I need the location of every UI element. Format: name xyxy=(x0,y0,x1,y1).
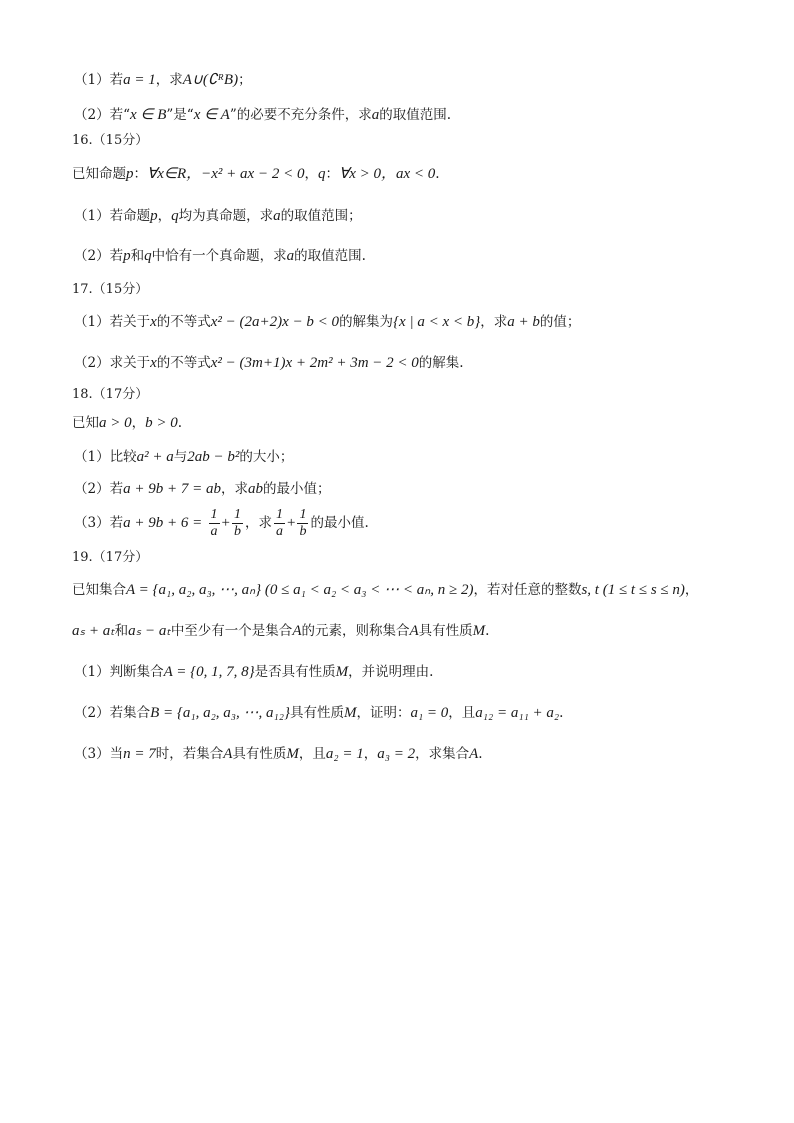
math: a > 0 xyxy=(99,415,132,431)
numerator: 1 xyxy=(275,507,283,522)
fraction-1-over-b xyxy=(232,507,243,540)
q16-part1 xyxy=(74,206,362,226)
q17-part1 xyxy=(74,312,580,332)
math: M xyxy=(472,623,486,639)
text: ，若对任意的整数 xyxy=(473,582,582,598)
math: x ∈ B xyxy=(130,107,167,123)
math: {x | a < x < b} xyxy=(393,314,481,330)
text: 中恰有一个真命题，求 xyxy=(151,248,287,264)
text: （2）求关于 xyxy=(74,355,151,371)
text: 的元素，则称集合 xyxy=(301,623,410,639)
text: 的取值范围； xyxy=(280,208,362,224)
q19-part2 xyxy=(74,703,563,723)
text: 的大小； xyxy=(239,449,294,465)
text: （2）若 xyxy=(74,248,124,264)
math: q xyxy=(171,208,179,224)
math: n = 7 xyxy=(123,746,156,762)
math: A xyxy=(223,746,233,762)
text: 与 xyxy=(173,449,188,465)
math: b > 0 xyxy=(145,415,178,431)
text: （1）若命题 xyxy=(74,208,151,224)
math: a xyxy=(286,248,295,264)
math: B = {a₁, a₂, a₃, ⋯, a₁₂} xyxy=(150,705,290,721)
denominator: a xyxy=(210,524,218,539)
math: x xyxy=(150,355,157,371)
text: ，且 xyxy=(298,746,326,762)
math: x² − (2a+2)x − b < 0 xyxy=(210,314,340,330)
math: aₛ − aₜ xyxy=(128,623,171,639)
text: ， xyxy=(304,166,318,182)
math: a + b xyxy=(507,314,540,330)
math: x ∈ A xyxy=(193,107,230,123)
q16-stem xyxy=(72,164,440,184)
q15-part1 xyxy=(74,70,252,90)
text: ，并说明理由. xyxy=(348,664,434,680)
q18-part2 xyxy=(74,479,330,499)
fraction-1-over-b xyxy=(297,507,308,540)
math: s, t (1 ≤ t ≤ s ≤ n) xyxy=(581,582,685,598)
text: 和 xyxy=(114,623,129,639)
text: （1）若关于 xyxy=(74,314,151,330)
text: 的解集为 xyxy=(339,314,394,330)
fraction-1-over-a xyxy=(209,507,220,540)
math: a² + a xyxy=(136,449,174,465)
math: q xyxy=(144,248,152,264)
text: . xyxy=(177,415,183,431)
math: a + 9b + 7 = ab xyxy=(123,481,221,497)
numerator: 1 xyxy=(210,507,218,522)
text: （2）若 xyxy=(74,481,124,497)
plus-sign: + xyxy=(286,515,296,531)
math: a xyxy=(371,107,380,123)
text: . xyxy=(559,705,564,721)
math: a₁ = 0 xyxy=(410,705,449,721)
text: ： xyxy=(133,166,147,182)
math: a₂ = 1 xyxy=(325,746,364,762)
math: ∀x∈R，−x² + ax − 2 < 0 xyxy=(147,166,305,182)
q18-part3 xyxy=(74,505,369,541)
text: （1）比较 xyxy=(74,449,137,465)
math: x xyxy=(150,314,157,330)
text: ： xyxy=(325,166,339,182)
text: 和 xyxy=(130,248,145,264)
text: ， xyxy=(131,415,146,431)
q19-heading: 19.（17分） xyxy=(72,550,149,565)
q18-part1 xyxy=(74,447,293,467)
text: 的值； xyxy=(539,314,581,330)
math: A xyxy=(469,746,479,762)
text: 的不等式 xyxy=(156,314,211,330)
text: ”是“ xyxy=(166,107,194,123)
math: A xyxy=(409,623,419,639)
text: 的解集. xyxy=(418,355,464,371)
text: 均为真命题，求 xyxy=(178,208,274,224)
math: 2ab − b² xyxy=(187,449,240,465)
text: . xyxy=(485,623,490,639)
text: ，且 xyxy=(448,705,476,721)
math: ab xyxy=(247,481,263,497)
text: 时，若集合 xyxy=(155,746,224,762)
text: ； xyxy=(238,72,252,88)
math: a₃ = 2 xyxy=(377,746,416,762)
text: ，求 xyxy=(220,481,248,497)
text: ，求集合 xyxy=(415,746,470,762)
math: q xyxy=(317,166,326,182)
text: （3）当 xyxy=(74,746,124,762)
text: 的不等式 xyxy=(156,355,211,371)
math: x² − (3m+1)x + 2m² + 3m − 2 < 0 xyxy=(210,355,419,371)
text: 的最小值. xyxy=(310,515,369,531)
text: . xyxy=(478,746,483,762)
text: 已知 xyxy=(72,415,99,431)
math: p xyxy=(123,248,131,264)
denominator: b xyxy=(299,524,307,539)
denominator: a xyxy=(275,524,283,539)
q19-part1 xyxy=(74,662,433,682)
math: a₁₂ = a₁₁ + a₂ xyxy=(475,705,560,721)
plus-sign: + xyxy=(221,515,230,531)
text: 具有性质 xyxy=(418,623,473,639)
text: ， xyxy=(157,208,172,224)
math: A = {0, 1, 7, 8} xyxy=(163,664,255,680)
math: a + 9b + 6 = xyxy=(123,515,203,531)
math: p xyxy=(126,166,134,182)
math: ∀x > 0，ax < 0 xyxy=(338,166,436,182)
math: A = {a₁, a₂, a₃, ⋯, aₙ} (0 ≤ a₁ < a₂ < a₃ < ⋯ < aₙ, n ≥ 2) xyxy=(126,582,474,598)
text: 中至少有一个是集合 xyxy=(170,623,293,639)
text: （3）若 xyxy=(74,515,124,531)
text: 已知命题 xyxy=(72,166,126,182)
math: p xyxy=(150,208,158,224)
math: aₛ + aₜ xyxy=(72,623,115,639)
text: 的取值范围. xyxy=(379,107,452,123)
numerator: 1 xyxy=(233,507,241,522)
q19-stem-line2 xyxy=(72,621,489,641)
fraction-1-over-a xyxy=(274,507,285,540)
q17-heading: 17.（15分） xyxy=(72,282,149,297)
q16-part2 xyxy=(74,246,366,266)
text: ， xyxy=(363,746,378,762)
math: A∪(∁ᴿB) xyxy=(182,72,239,88)
denominator: b xyxy=(233,524,241,539)
math: a xyxy=(273,208,281,224)
math: M xyxy=(335,664,349,680)
text: （1）若 xyxy=(74,72,124,88)
math: M xyxy=(343,705,357,721)
text: 是否具有性质 xyxy=(254,664,336,680)
text: ”的必要不充分条件，求 xyxy=(229,107,372,123)
q16-heading: 16.（15分） xyxy=(72,133,149,148)
math: M xyxy=(286,746,299,762)
text: 的最小值； xyxy=(262,481,331,497)
text: ，求 xyxy=(244,515,272,531)
text: （2）若集合 xyxy=(74,705,151,721)
text: 已知集合 xyxy=(72,582,126,598)
text: （1）判断集合 xyxy=(74,664,164,680)
text: 的取值范围. xyxy=(294,248,366,264)
text: . xyxy=(435,166,440,182)
numerator: 1 xyxy=(299,507,307,522)
q18-heading: 18.（17分） xyxy=(72,387,149,402)
q19-stem-line1 xyxy=(72,580,698,600)
text: 具有性质 xyxy=(289,705,344,721)
text: （2）若“ xyxy=(74,107,130,123)
q18-stem xyxy=(72,413,182,433)
text: ，求 xyxy=(155,72,183,88)
text: ，证明： xyxy=(356,705,411,721)
q17-part2 xyxy=(74,353,464,373)
math: A xyxy=(292,623,302,639)
math: a = 1 xyxy=(123,72,156,88)
q19-part3 xyxy=(74,744,483,764)
q15-part2 xyxy=(74,105,451,125)
text: ， xyxy=(684,582,699,598)
text: 具有性质 xyxy=(232,746,287,762)
text: ，求 xyxy=(480,314,508,330)
